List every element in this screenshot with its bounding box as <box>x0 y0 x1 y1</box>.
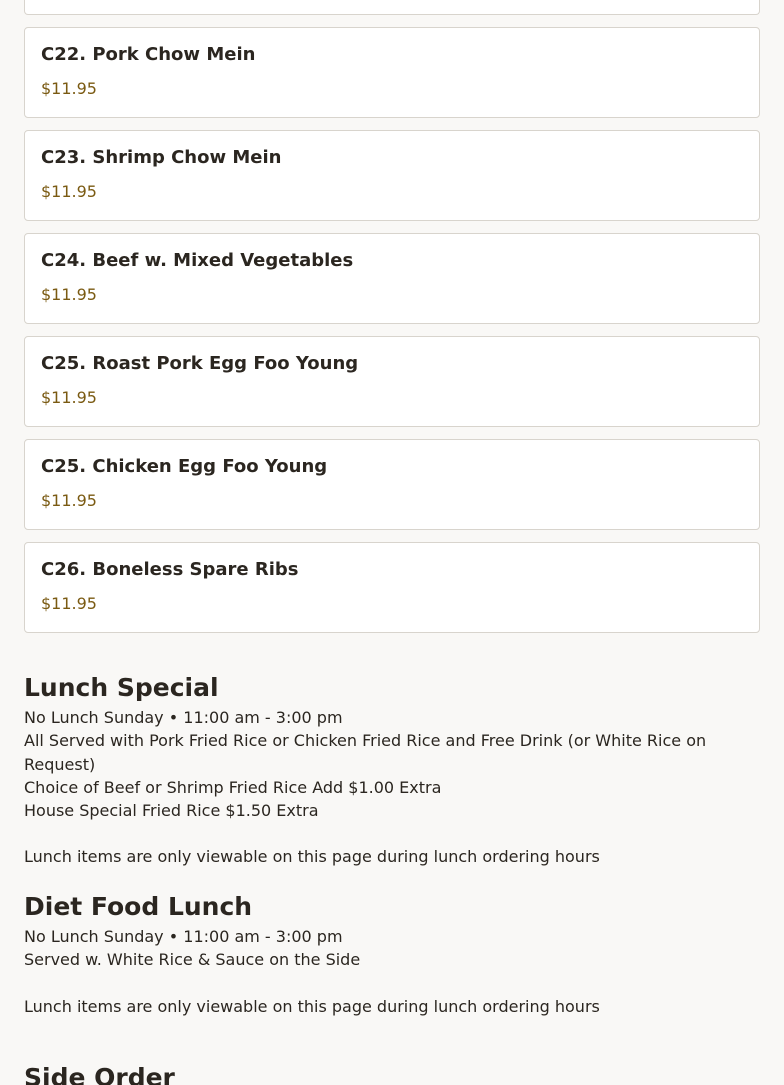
menu-item-price: $11.95 <box>41 285 97 304</box>
section-title: Lunch Special <box>24 673 219 702</box>
menu-item-price: $11.95 <box>41 388 97 407</box>
menu-item-card[interactable] <box>24 439 760 530</box>
side-order-section <box>24 1062 760 1085</box>
section-availability-note: Lunch items are only viewable on this page during lunch ordering hours <box>24 847 600 867</box>
section-title: Diet Food Lunch <box>24 892 253 921</box>
menu-item-list <box>24 0 760 645</box>
section-description-line: House Special Fried Rice $1.50 Extra <box>24 801 319 821</box>
menu-item-name: C22. Pork Chow Mein <box>41 44 256 65</box>
menu-item-card[interactable] <box>24 542 760 633</box>
menu-item-price: $11.95 <box>41 182 97 201</box>
menu-item-price: $11.95 <box>41 594 97 613</box>
section-description-line: Choice of Beef or Shrimp Fried Rice Add $1.00 Extra <box>24 777 442 797</box>
section-description-line: Served w. White Rice & Sauce on the Side <box>24 950 361 970</box>
menu-item-name: C25. Chicken Egg Foo Young <box>41 456 328 477</box>
section-description-line: All Served with Pork Fried Rice or Chicken Fried Rice and Free Drink (or White Rice on Request) <box>24 731 707 774</box>
menu-item-name: C26. Boneless Spare Ribs <box>41 559 299 580</box>
lunch-special-section <box>24 672 760 868</box>
menu-item-name: C23. Shrimp Chow Mein <box>41 147 282 168</box>
section-hours: No Lunch Sunday • 11:00 am - 3:00 pm <box>24 927 343 946</box>
menu-item-card[interactable] <box>24 130 760 221</box>
menu-item-name: C24. Beef w. Mixed Vegetables <box>41 250 354 271</box>
menu-item-price: $11.95 <box>41 491 97 510</box>
menu-item-name: C25. Roast Pork Egg Foo Young <box>41 353 359 374</box>
diet-food-lunch-section <box>24 891 760 1018</box>
section-title: Side Order <box>24 1063 175 1085</box>
menu-item-card[interactable] <box>24 27 760 118</box>
section-hours: No Lunch Sunday • 11:00 am - 3:00 pm <box>24 708 343 727</box>
menu-item-card-partial[interactable] <box>24 0 760 15</box>
menu-item-price: $11.95 <box>41 79 97 98</box>
menu-item-card[interactable] <box>24 233 760 324</box>
section-availability-note: Lunch items are only viewable on this page during lunch ordering hours <box>24 996 600 1016</box>
menu-item-card[interactable] <box>24 336 760 427</box>
